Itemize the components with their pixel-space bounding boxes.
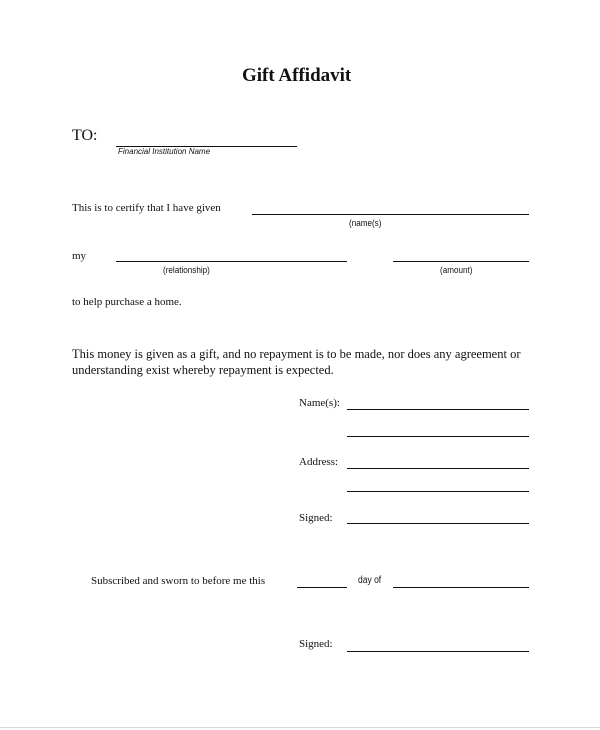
- signature-line[interactable]: [347, 523, 529, 524]
- document-title: Gift Affidavit: [242, 65, 352, 86]
- statement-line-1: This money is given as a gift, and no repayment is to be made, nor does any agreement or: [72, 347, 521, 361]
- purpose-text: to help purchase a home.: [72, 296, 182, 308]
- names-caption: (name(s): [349, 218, 382, 228]
- names-signature-line-2[interactable]: [347, 436, 529, 437]
- address-line-2[interactable]: [347, 491, 529, 492]
- names-label: Name(s):: [299, 397, 340, 409]
- certify-text: This is to certify that I have given: [72, 202, 221, 214]
- names-signature-line-1[interactable]: [347, 409, 529, 410]
- month-line[interactable]: [393, 587, 529, 588]
- day-of-label: day of: [358, 575, 382, 586]
- institution-caption: Financial Institution Name: [118, 147, 211, 156]
- names-line[interactable]: [252, 214, 529, 215]
- relationship-caption: (relationship): [163, 265, 210, 275]
- notary-signed-label: Signed:: [299, 638, 333, 650]
- statement-line-2: understanding exist whereby repayment is expected.: [72, 363, 334, 377]
- signed-label: Signed:: [299, 512, 333, 524]
- address-line-1[interactable]: [347, 468, 529, 469]
- address-label: Address:: [299, 456, 339, 468]
- my-label: my: [72, 250, 87, 262]
- notary-signature-line[interactable]: [347, 651, 529, 652]
- to-label: TO:: [72, 127, 98, 144]
- day-line[interactable]: [297, 587, 347, 588]
- amount-caption: (amount): [440, 265, 473, 275]
- relationship-line[interactable]: [116, 261, 347, 262]
- amount-line[interactable]: [393, 261, 529, 262]
- sworn-text: Subscribed and sworn to before me this: [91, 575, 266, 587]
